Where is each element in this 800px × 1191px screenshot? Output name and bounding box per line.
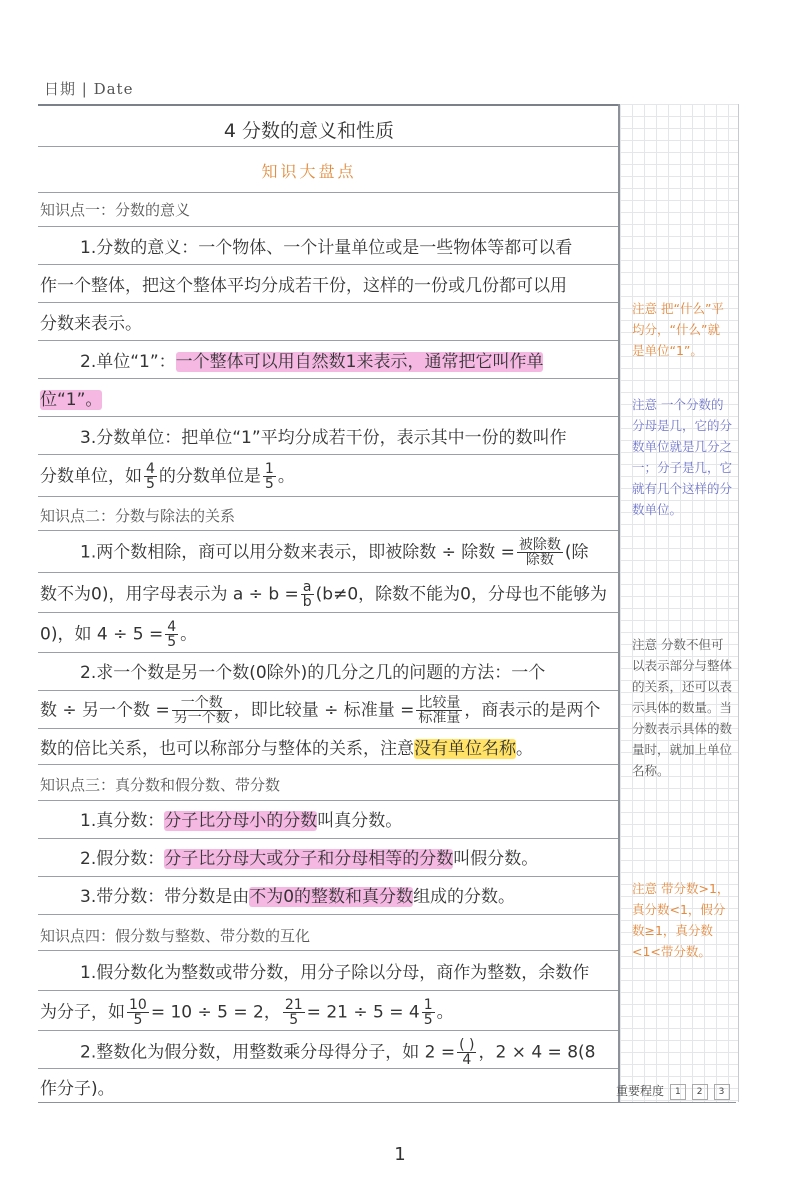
rule-line <box>38 876 618 877</box>
highlight-pink: 一个整体可以用自然数1来表示，通常把它叫作单 <box>175 352 544 372</box>
text-line: 1.分数的意义：一个物体、一个计量单位或是一些物体等都可以看 <box>80 238 573 258</box>
fraction-numerator: 比较量 <box>418 695 461 711</box>
rule-line <box>38 264 618 265</box>
text-span: (b≠0，除数不能为0，分母也不能够为 <box>315 584 607 605</box>
text-span: 为分子，如 <box>40 1002 125 1023</box>
text-span: = 21 ÷ 5 = 4 <box>306 1002 420 1023</box>
text-span: (除 <box>564 542 589 563</box>
fraction-denominator: 5 <box>167 634 177 650</box>
text-line <box>40 620 615 649</box>
importance-level: 3 <box>714 1084 730 1100</box>
fraction <box>127 998 149 1027</box>
text-span: 0)，如 4 ÷ 5 = <box>40 624 164 645</box>
text-span: 分数单位，如 <box>40 466 142 487</box>
fraction <box>457 1038 476 1067</box>
highlight-pink: 分子比分母大或分子和分母相等的分数 <box>164 849 454 869</box>
fraction <box>517 538 563 567</box>
rule-line <box>38 572 618 573</box>
chapter-subtitle: 知识大盘点 <box>261 162 357 181</box>
text-span: 2.假分数： <box>80 849 165 869</box>
fraction-denominator: 5 <box>423 1012 433 1028</box>
text-line: 3.分数单位：把单位“1”平均分成若干份，表示其中一份的数叫作 <box>80 428 567 448</box>
text-line: 作一个整体，把这个整体平均分成若干份，这样的一份或几份都可以用 <box>40 276 567 296</box>
fraction-denominator: 标准量 <box>418 710 461 726</box>
fraction-denominator: 除数 <box>525 552 554 568</box>
text-span: 数不为0)，用字母表示为 a ÷ b = <box>40 584 299 605</box>
text-line <box>40 462 615 491</box>
rule-line <box>38 454 618 455</box>
text-span: ，即比较量 ÷ 标准量 = <box>233 700 415 721</box>
text-line <box>40 389 615 411</box>
text-span: 。 <box>436 1002 454 1023</box>
fraction-numerator: 4 <box>167 619 177 635</box>
highlight-pink: 位“1”。 <box>40 390 103 410</box>
rule-line <box>38 1068 618 1069</box>
text-span: 组成的分数。 <box>413 887 516 907</box>
fraction-denominator: 5 <box>264 476 274 492</box>
rule-line <box>38 496 618 497</box>
rule-line <box>38 990 618 991</box>
fraction-denominator: 5 <box>146 476 155 492</box>
text-line <box>40 998 615 1027</box>
text-line <box>80 351 655 373</box>
text-line <box>40 580 615 609</box>
bottom-rule <box>38 1102 736 1103</box>
importance-level: 1 <box>670 1084 686 1100</box>
margin-note-4: 注意 带分数>1，真分数<1，假分数≥1，真分数<1<带分数。 <box>632 881 730 959</box>
text-span: = 10 ÷ 5 = 2， <box>150 1002 281 1023</box>
text-span: ，商表示的是两个 <box>464 700 601 721</box>
section-heading-2: 知识点二：分数与除法的关系 <box>40 507 236 525</box>
fraction <box>263 462 276 491</box>
importance-rating <box>616 1082 730 1100</box>
rule-line <box>38 146 618 147</box>
text-span: ，2 × 4 = 8(8 <box>478 1042 596 1063</box>
highlight-yellow: 没有单位名称 <box>414 739 516 759</box>
fraction-numerator: 被除数 <box>518 537 561 553</box>
text-line: 作分子)。 <box>40 1079 115 1099</box>
fraction <box>416 696 462 725</box>
section-heading-4: 知识点四：假分数与整数、带分数的互化 <box>40 927 311 945</box>
importance-level: 2 <box>692 1084 708 1100</box>
text-span: 。 <box>277 466 295 487</box>
rule-line <box>38 764 618 765</box>
page-number: 1 <box>394 1144 406 1165</box>
fraction-numerator: 4 <box>146 461 155 477</box>
fraction-numerator: 一个数 <box>172 696 232 711</box>
text-line: 2.求一个数是另一个数(0除外)的几分之几的问题的方法：一个 <box>80 663 546 683</box>
text-span: 。 <box>516 739 533 759</box>
rule-line <box>38 1030 618 1031</box>
fraction <box>422 998 435 1027</box>
rule-line <box>38 914 618 915</box>
fraction-denominator: 4 <box>462 1052 472 1068</box>
section-heading-3: 知识点三：真分数和假分数、带分数 <box>40 776 281 794</box>
rule-line <box>38 192 618 193</box>
rule-line <box>38 612 618 613</box>
margin-note-1: 注意 把“什么”平均分，“什么”就是单位“1”。 <box>632 301 724 358</box>
section-heading-1: 知识点一：分数的意义 <box>40 201 191 219</box>
text-span: 数的倍比关系，也可以称部分与整体的关系，注意 <box>40 739 414 759</box>
highlight-pink: 不为0的整数和真分数 <box>249 887 414 907</box>
date-label: 日期 | Date <box>44 80 134 98</box>
rule-line <box>38 378 618 379</box>
text-span: 1.两个数相除，商可以用分数来表示，即被除数 ÷ 除数 = <box>80 542 515 563</box>
text-line <box>80 848 655 870</box>
text-span: 数 ÷ 另一个数 = <box>40 700 170 721</box>
fraction-numerator: a <box>301 580 314 595</box>
margin-note-3: 注意 分数不但可以表示部分与整体的关系，还可以表示具体的数量。当分数表示具体的数量时，就加上单位名称。 <box>632 637 733 778</box>
rule-line <box>38 416 618 417</box>
text-span: 叫真分数。 <box>317 811 403 831</box>
text-line <box>80 810 655 832</box>
fraction <box>144 462 157 491</box>
rule-line <box>38 302 618 303</box>
text-line <box>80 1038 655 1067</box>
text-span: 1.真分数： <box>80 811 165 831</box>
rule-line <box>38 838 618 839</box>
fraction-denominator: 5 <box>289 1012 299 1028</box>
text-span: 的分数单位是 <box>158 466 261 487</box>
text-span: 叫假分数。 <box>453 849 539 869</box>
rule-line <box>38 950 618 951</box>
fraction-denominator: 5 <box>133 1012 143 1028</box>
text-line <box>40 738 615 760</box>
fraction <box>172 696 232 725</box>
importance-label: 重要程度 <box>616 1084 665 1098</box>
fraction <box>301 580 314 609</box>
text-line <box>40 696 615 725</box>
fraction-numerator: 21 <box>284 997 303 1013</box>
rule-line <box>38 728 618 729</box>
rule-line <box>38 652 618 653</box>
fraction <box>283 998 305 1027</box>
text-line <box>80 538 655 567</box>
fraction <box>165 620 178 649</box>
chapter-title: 4 分数的意义和性质 <box>223 120 395 142</box>
text-span: 。 <box>180 624 198 645</box>
rule-line <box>38 690 618 691</box>
fraction-numerator: 1 <box>423 997 433 1013</box>
margin-note-2: 注意 一个分数的分母是几，它的分数单位就是几分之一；分子是几，它就有几个这样的分数单位。 <box>632 397 733 517</box>
highlight-pink: 分子比分母小的分数 <box>164 811 318 831</box>
rule-line <box>38 800 618 801</box>
fraction-denominator: b <box>302 594 312 610</box>
rule-line <box>38 340 618 341</box>
text-line: 分数来表示。 <box>40 314 142 334</box>
fraction-numerator: ( ) <box>459 1037 475 1053</box>
text-span: 3.带分数：带分数是由 <box>80 887 250 907</box>
text-span: 2.单位“1”： <box>80 352 176 372</box>
text-line: 1.假分数化为整数或带分数，用分子除以分母，商作为整数，余数作 <box>80 963 590 983</box>
fraction-denominator: 另一个数 <box>173 710 230 726</box>
rule-line <box>38 226 618 227</box>
fraction-numerator: 1 <box>264 461 274 477</box>
rule-line <box>38 530 618 531</box>
text-span: 2.整数化为假分数，用整数乘分母得分子，如 2 = <box>80 1042 456 1063</box>
text-line <box>80 886 655 908</box>
fraction-numerator: 10 <box>129 997 147 1013</box>
